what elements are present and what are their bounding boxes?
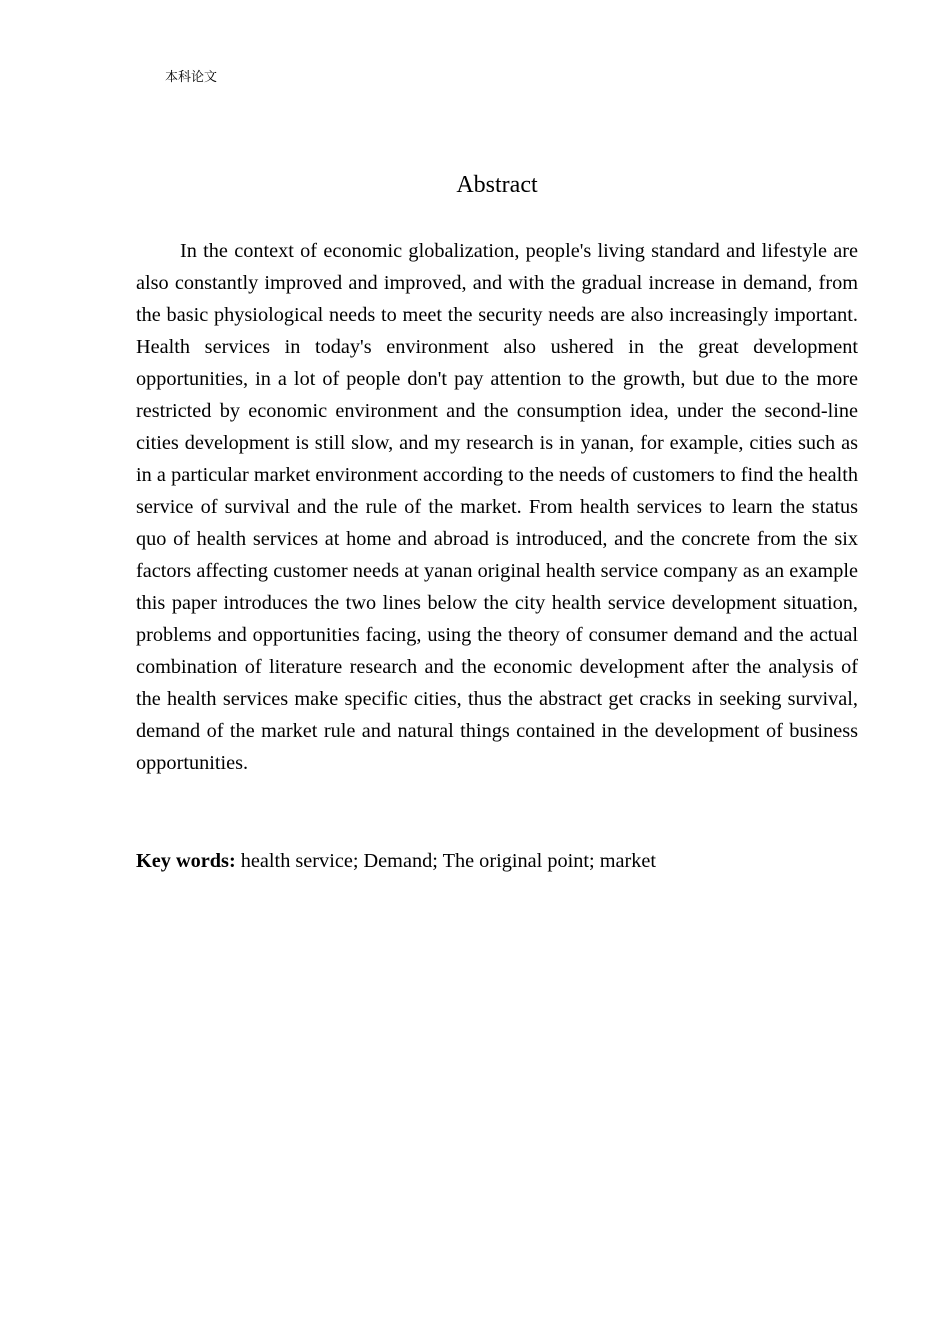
keywords-text: health service; Demand; The original point; market xyxy=(240,850,657,872)
keywords-line xyxy=(136,845,858,877)
keywords-label: Key words: xyxy=(136,850,236,872)
abstract-title: Abstract xyxy=(456,172,538,198)
running-header: 本科论文 xyxy=(165,70,218,85)
abstract-body: In the context of economic globalization, people's living standard and lifestyle are also constantly improved and improved, and with the gradual increase in demand, from the basic physiological needs to meet the security needs are also increasingly important. Health services in today's environment also ushered in the great development opportunities, in a lot of people don't pay attention to the growth, but due to the more restricted by economic environment and the consumption idea, under the second-line cities development is still slow, and my research is in yanan, for example, cities such as in a particular market environment according to the needs of customers to find the health service of survival and the rule of the market. From health services to learn the status quo of health services at home and abroad is introduced, and the concrete from the six factors affecting customer needs at yanan original health service company as an example this paper introduces the two lines below the city health service development situation, problems and opportunities facing, using the theory of consumer demand and the actual combination of literature research and the economic development after the analysis of the health services make specific cities, thus the abstract get cracks in seeking survival, demand of the market rule and natural things contained in the development of business opportunities. xyxy=(136,240,858,774)
